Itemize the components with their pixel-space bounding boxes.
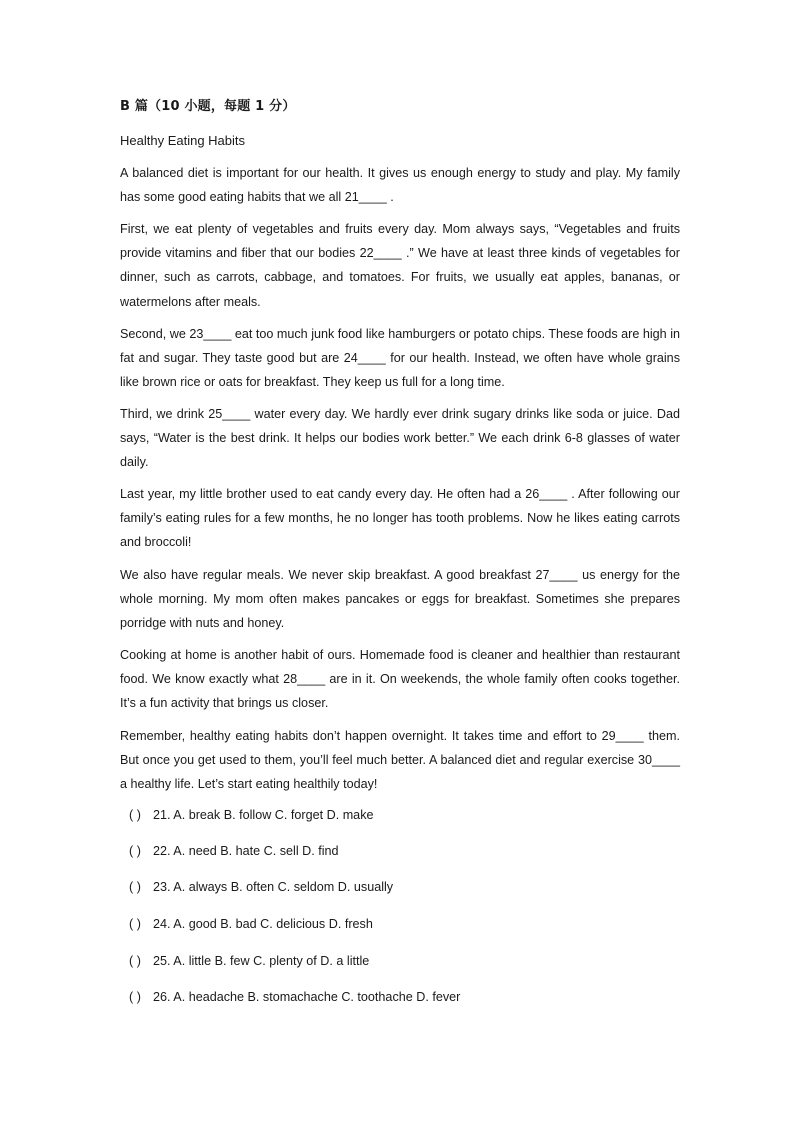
section-heading: B 篇（10 小题，每题 1 分） bbox=[120, 99, 296, 114]
question-25 bbox=[129, 954, 369, 968]
paragraph-6: We also have regular meals. We never skip breakfast. A good breakfast 27____ us energy for the whole morning. My mom often makes pancakes or eggs for breakfast. Sometimes she prepares porridge with nuts and honey. bbox=[120, 568, 680, 631]
paragraph-2: First, we eat plenty of vegetables and fruits every day. Mom always says, “Vegetables and fruits provide vitamins and fiber that our bodies 22____ .” We have at least three kinds of vegetables for dinner, such as carrots, cabbage, and tomatoes. For fruits, we usually eat apples, bananas, or watermelons after meals. bbox=[120, 222, 680, 309]
answer-blank[interactable]: ( ) bbox=[129, 880, 141, 894]
paragraph-4: Third, we drink 25____ water every day. We hardly ever drink sugary drinks like soda or juice. Dad says, “Water is the best drink. It helps our bodies work better.” We each drink 6-8 glasses of water daily. bbox=[120, 407, 680, 470]
question-22 bbox=[129, 844, 339, 858]
question-options: 24. A. good B. bad C. delicious D. fresh bbox=[153, 917, 373, 931]
paragraph-3: Second, we 23____ eat too much junk food like hamburgers or potato chips. These foods are high in fat and sugar. They taste good but are 24____ for our health. Instead, we often have whole grains like brown rice or oats for breakfast. They keep us full for a long time. bbox=[120, 327, 680, 390]
question-options: 21. A. break B. follow C. forget D. make bbox=[153, 808, 374, 822]
question-23 bbox=[129, 880, 393, 894]
paragraph-8: Remember, healthy eating habits don’t happen overnight. It takes time and effort to 29____ them. But once you get used to them, you’ll feel much better. A balanced diet and regular exercise 30____ a healthy life. Let’s start eating healthily today! bbox=[120, 729, 680, 792]
answer-blank[interactable]: ( ) bbox=[129, 917, 141, 931]
answer-blank[interactable]: ( ) bbox=[129, 808, 141, 822]
question-24 bbox=[129, 917, 373, 931]
paragraph-7: Cooking at home is another habit of ours. Homemade food is cleaner and healthier than restaurant food. We know exactly what 28____ are in it. On weekends, the whole family often cooks together. It’s a fun activity that brings us closer. bbox=[120, 648, 680, 711]
paragraph-1: A balanced diet is important for our health. It gives us enough energy to study and play. My family has some good eating habits that we all 21____ . bbox=[120, 166, 680, 205]
question-21 bbox=[129, 808, 374, 822]
question-options: 26. A. headache B. stomachache C. toothache D. fever bbox=[153, 990, 461, 1004]
answer-blank[interactable]: ( ) bbox=[129, 990, 141, 1004]
question-options: 25. A. little B. few C. plenty of D. a little bbox=[153, 954, 370, 968]
answer-blank[interactable]: ( ) bbox=[129, 844, 141, 858]
paragraph-5: Last year, my little brother used to eat candy every day. He often had a 26____ . After following our family’s eating rules for a few months, he no longer has tooth problems. Now he likes eating carrots and broccoli! bbox=[120, 487, 680, 550]
passage-title: Healthy Eating Habits bbox=[120, 133, 246, 148]
question-options: 23. A. always B. often C. seldom D. usually bbox=[153, 880, 394, 894]
answer-blank[interactable]: ( ) bbox=[129, 954, 141, 968]
question-options: 22. A. need B. hate C. sell D. find bbox=[153, 844, 339, 858]
question-26 bbox=[129, 990, 460, 1004]
